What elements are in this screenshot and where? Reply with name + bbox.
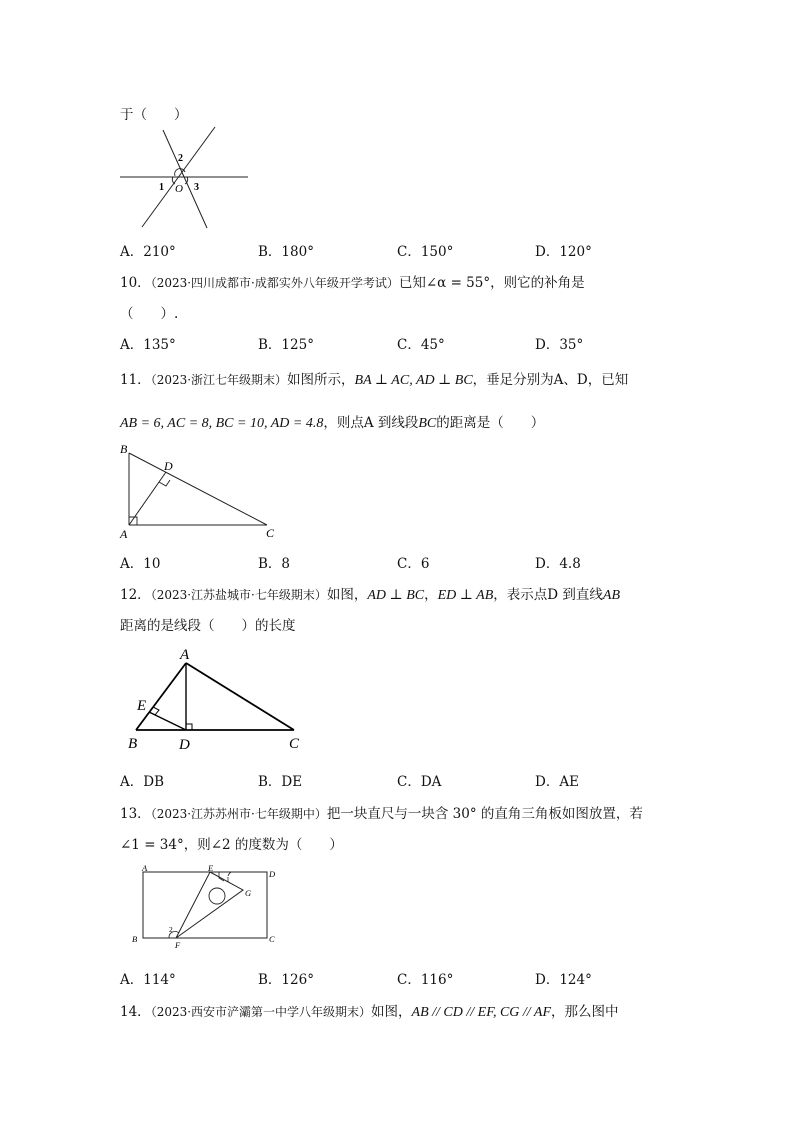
q14-text2: ，那么图中 xyxy=(551,1004,619,1020)
q13-label-d: D xyxy=(269,869,276,879)
q12-text3: ，表示点 xyxy=(493,587,548,603)
q13-stem-line1 xyxy=(120,802,643,822)
q14-number: 14． xyxy=(120,1004,151,1020)
q9-label-3: 3 xyxy=(194,182,199,193)
q11-math2: AB = 6, AC = 8, BC = 10, AD = 4.8 xyxy=(120,416,324,431)
q9-option-b: B．180° xyxy=(258,244,314,260)
q13-label-f: F xyxy=(175,940,181,950)
q13-option-a: A．114° xyxy=(120,972,176,988)
q13-label-2: 2 xyxy=(169,925,173,934)
q10-option-d: D．35° xyxy=(535,337,584,353)
q12-text2: ， xyxy=(424,587,438,603)
q12-text4: D 到直线 xyxy=(547,587,603,603)
q14-text1: 如图， xyxy=(371,1004,412,1020)
q11-text3: A、D，已知 xyxy=(553,372,629,388)
q12-figure xyxy=(120,642,315,754)
q12-number: 12． xyxy=(120,587,151,603)
q9-option-a: A．210° xyxy=(120,244,176,260)
q12-label-e: E xyxy=(137,698,147,714)
q13-label-c: C xyxy=(269,934,275,944)
q10-text: 已知∠α = 55°，则它的补角是 xyxy=(398,275,585,291)
q11-text5: A 到线段 xyxy=(363,415,419,431)
q13-label-b: B xyxy=(132,934,138,944)
q9-option-d: D．120° xyxy=(535,244,592,260)
q11-label-d: D xyxy=(164,459,173,473)
q11-label-b: B xyxy=(120,442,128,456)
q11-stem-line2 xyxy=(120,411,544,432)
q13-option-c: C．116° xyxy=(397,972,454,988)
q13-number: 13． xyxy=(120,806,151,822)
q12-math3: AB xyxy=(602,588,620,603)
q13-line2: ∠1 = 34°，则∠2 的度数为（ ） xyxy=(120,837,343,853)
q12-option-b: B．DE xyxy=(258,774,303,790)
q9-figure xyxy=(118,124,253,232)
q10-number: 10． xyxy=(120,275,151,291)
q11-text1: 如图所示， xyxy=(287,372,355,388)
q14-math1: AB // CD // EF, CG // AF xyxy=(411,1005,552,1020)
q13-label-a: A xyxy=(142,863,148,873)
q9-tail: 于（ ） xyxy=(120,107,188,123)
q9-label-1: 1 xyxy=(159,182,164,193)
q13-option-b: B．126° xyxy=(258,972,314,988)
q11-text2: ，垂足分别为 xyxy=(472,372,554,388)
q10-stem xyxy=(120,271,585,291)
q10-source: （2023·四川成都市·成都实外八年级开学考试） xyxy=(150,276,399,290)
q12-label-a: A xyxy=(180,647,190,663)
q12-source: （2023·江苏盐城市·七年级期末） xyxy=(150,588,327,602)
q11-option-a: A．10 xyxy=(120,556,161,572)
q10-option-a: A．135° xyxy=(120,337,176,353)
q13-label-g: G xyxy=(245,888,252,898)
q12-math1: AD ⊥ BC xyxy=(367,588,425,603)
q11-figure xyxy=(116,440,286,544)
q13-text: 把一块直尺与一块含 30° 的直角三角板如图放置，若 xyxy=(326,806,643,822)
q13-label-1: 1 xyxy=(226,875,230,884)
q13-label-e: E xyxy=(208,863,214,873)
q11-label-a: A xyxy=(120,527,128,541)
q9-label-2: 2 xyxy=(178,153,183,164)
q13-option-d: D．124° xyxy=(535,972,592,988)
q12-label-c: C xyxy=(289,736,300,752)
q10-option-b: B．125° xyxy=(258,337,314,353)
q11-option-c: C．6 xyxy=(397,556,430,572)
q13-figure xyxy=(130,862,282,952)
q12-option-c: C．DA xyxy=(397,774,442,790)
q10-option-c: C．45° xyxy=(397,337,445,353)
q9-option-c: C．150° xyxy=(397,244,454,260)
q13-source: （2023·江苏苏州市·七年级期中） xyxy=(150,807,327,821)
q14-stem-line1 xyxy=(120,1000,619,1021)
q11-label-c: C xyxy=(266,526,275,540)
q11-number: 11． xyxy=(120,372,151,388)
q12-line2: 距离的是线段（ ）的长度 xyxy=(120,618,296,634)
q10-line2: （ ）. xyxy=(120,306,179,322)
q11-text6: 的距离是（ ） xyxy=(436,415,545,431)
q12-label-b: B xyxy=(128,736,138,752)
q12-option-a: A．DB xyxy=(120,774,164,790)
q11-option-b: B．8 xyxy=(258,556,291,572)
q11-option-d: D．4.8 xyxy=(535,556,581,572)
q12-stem-line1 xyxy=(120,583,620,604)
q12-text1: 如图， xyxy=(326,587,368,603)
q11-source: （2023·浙江七年级期末） xyxy=(150,373,288,387)
q12-label-d: D xyxy=(179,737,190,753)
q11-math3: BC xyxy=(418,416,437,431)
q14-source: （2023·西安市浐灞第一中学八年级期末） xyxy=(150,1005,372,1019)
q12-math2: ED ⊥ AB xyxy=(437,588,494,603)
q11-stem-line1 xyxy=(120,368,628,389)
q9-label-o: O xyxy=(175,183,183,195)
q12-option-d: D．AE xyxy=(535,774,579,790)
q11-math1: BA ⊥ AC, AD ⊥ BC xyxy=(354,373,473,388)
q11-text4: ，则点 xyxy=(323,415,364,431)
